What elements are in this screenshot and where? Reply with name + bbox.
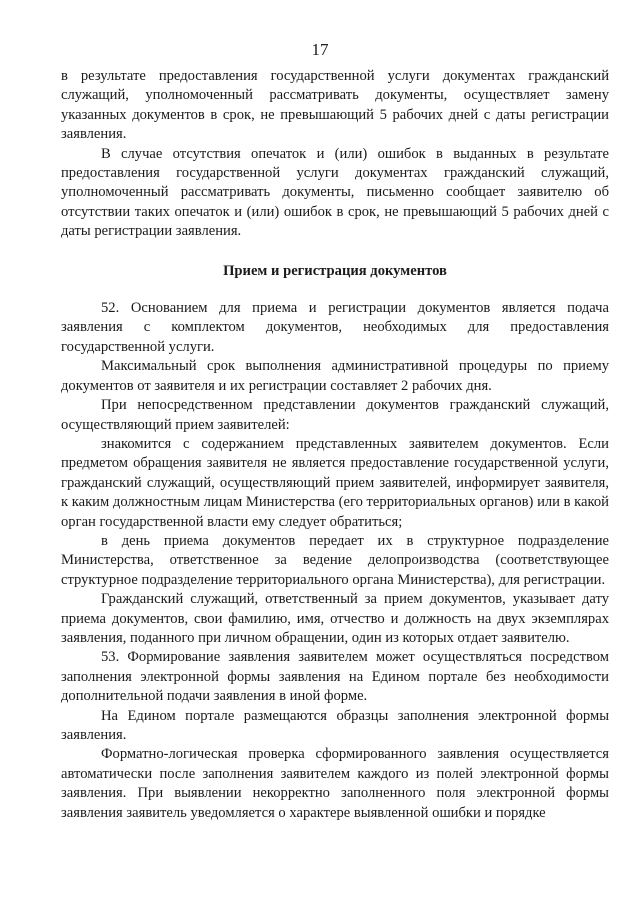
paragraph: В случае отсутствия опечаток и (или) ошибок в выданных в результате предоставления государственной услуги документах гражданский служащий, уполномоченный рассматривать документы, письменно сообщает заявителю об отсутствии таких опечаток и (или) ошибок в срок, не превышающий 5 рабочих дней с даты регистрации заявления. [61,145,609,240]
paragraph: Гражданский служащий, ответственный за прием документов, указывает дату приема документов, свои фамилию, имя, отчество и должность на двух экземплярах заявления, поданного при личном обращении, один из которых отдает заявителю. [61,591,609,646]
section-heading: Прием и регистрация документов [223,262,447,279]
paragraph: 52. Основанием для приема и регистрации документов является подача заявления с комплектом документов, необходимых для предоставления государственной услуги. [61,300,609,355]
paragraph: На Едином портале размещаются образцы заполнения электронной формы заявления. [61,707,609,743]
paragraph: При непосредственном представлении документов гражданский служащий, осуществляющий прием заявителей: [61,397,609,433]
paragraph: Максимальный срок выполнения административной процедуры по приему документов от заявителя и их регистрации составляет 2 рабочих дня. [61,358,609,394]
paragraph: в день приема документов передает их в структурное подразделение Министерства, ответственное за ведение делопроизводства (соответствующее структурное подразделение территориального органа Министерства), для регистрации. [61,532,609,588]
paragraph: в результате предоставления государственной услуги документах гражданский служащий, уполномоченный рассматривать документы, осуществляет замену указанных документов в срок, не превышающий 5 рабочих дней с даты регистрации заявления. [61,68,609,143]
body-text [61,67,609,823]
paragraph: 53. Формирование заявления заявителем может осуществляться посредством заполнения электронной формы заявления на Едином портале без необходимости дополнительной подачи заявления в иной форме. [61,649,609,705]
paragraph: Форматно-логическая проверка сформированного заявления осуществляется автоматически после заполнения заявителем каждого из полей электронной формы заявления. При выявлении некорректно заполненного поля электронной формы заявления заявитель уведомляется о характере выявленной ошибки и порядке [61,746,609,821]
paragraph: знакомится с содержанием представленных заявителем документов. Если предметом обращения заявителя не является предоставление государственной услуги, гражданский служащий, осуществляющий прием заявителей, информирует заявителя, к каким должностным лицам Министерства (его территориальных органов) или в какой орган государственной власти ему следует обратиться; [61,435,609,530]
page-number: 17 [311,40,329,59]
